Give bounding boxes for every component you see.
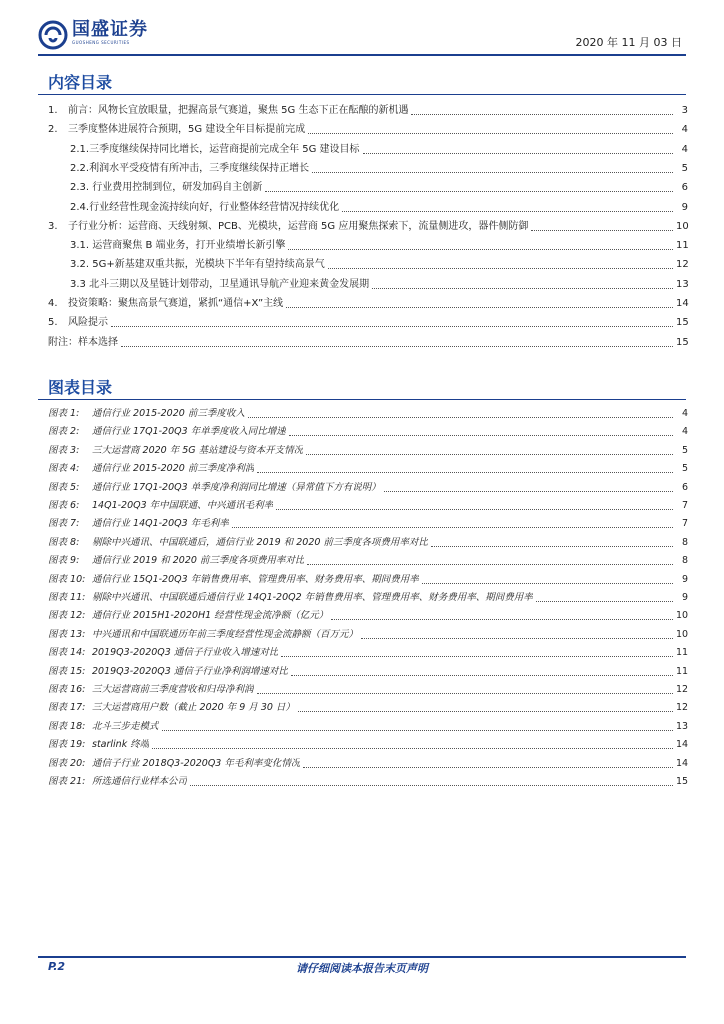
- toc-item[interactable]: [48, 256, 688, 272]
- toc-item-leader: [308, 133, 673, 134]
- figure-item-label: 图表 17:: [48, 702, 86, 714]
- figure-item-label: 图表 11:: [48, 592, 86, 603]
- figure-item[interactable]: [48, 497, 688, 513]
- toc-item[interactable]: [48, 102, 688, 118]
- toc-item[interactable]: [48, 141, 688, 157]
- brand-name-en: GUOSHENG SECURITIES: [72, 40, 130, 45]
- figure-item-text: 通信行业 2015H1-2020H1 经营性现金流净额（亿元）: [92, 610, 329, 622]
- figure-item-page: 7: [681, 518, 688, 530]
- figure-item[interactable]: [48, 681, 688, 697]
- figure-item[interactable]: [48, 718, 688, 734]
- figure-item-leader: [291, 675, 673, 676]
- toc-item-text: 3.1. 运营商聚焦 B 端业务，打开业绩增长新引擎: [70, 240, 286, 252]
- figure-item-leader: [257, 472, 673, 473]
- figure-item-leader: [536, 601, 673, 602]
- figure-item-page: 14: [676, 739, 689, 751]
- figure-item-label: 图表 4:: [48, 463, 80, 475]
- toc-item-text: 子行业分析：运营商、天线射频、PCB、光模块，运营商 5G 应用聚焦探索下，流量侧进攻，器件侧防御: [68, 220, 529, 232]
- figures-title-divider: [38, 399, 686, 400]
- figure-item-text: 通信子行业 2018Q3-2020Q3 年毛利率变化情况: [92, 757, 301, 769]
- figure-item[interactable]: [48, 571, 688, 587]
- figure-item-text: 通信行业 2015-2020 前三季度净利润: [92, 463, 255, 475]
- figure-item-label: 图表 5:: [48, 481, 80, 493]
- figure-item-page: 10: [676, 610, 689, 622]
- figure-item-page: 14: [676, 757, 689, 769]
- toc-title-divider: [38, 94, 686, 95]
- toc-item-leader: [372, 288, 673, 289]
- figure-item[interactable]: [48, 626, 688, 642]
- toc-item[interactable]: [48, 295, 688, 311]
- toc-item-leader: [121, 346, 673, 347]
- figure-item[interactable]: [48, 460, 688, 476]
- figure-item[interactable]: [48, 442, 688, 458]
- figure-item-label: 图表 18:: [48, 720, 86, 732]
- figure-item-text: 所选通信行业样本公司: [92, 776, 188, 787]
- figure-item-text: 北斗三步走模式: [92, 720, 159, 732]
- page-number: P.2: [48, 960, 66, 973]
- toc-item-number: 5.: [48, 317, 58, 329]
- toc-item[interactable]: [48, 121, 688, 137]
- figure-item-text: 通信行业 2019 和 2020 前三季度各项费用率对比: [92, 555, 305, 567]
- toc-item-text: 2.3. 行业费用控制到位，研发加码自主创新: [70, 182, 263, 194]
- toc-item[interactable]: [48, 334, 688, 350]
- figure-item-label: 图表 12:: [48, 610, 86, 622]
- figure-item-leader: [162, 730, 673, 731]
- figure-item-page: 11: [676, 665, 689, 677]
- toc-item-text: 前言：风物长宜放眼量，把握高景气赛道，聚焦 5G 生态下正在酝酿的新机遇: [68, 105, 409, 116]
- figure-item-text: 通信行业 14Q1-20Q3 年毛利率: [92, 518, 229, 530]
- figure-item-leader: [257, 693, 673, 694]
- figure-item-label: 图表 9:: [48, 555, 80, 567]
- figure-item-text: 通信行业 2015-2020 前三季度收入: [92, 408, 245, 419]
- figure-item-label: 图表 19:: [48, 739, 86, 751]
- toc-item-page: 9: [681, 201, 688, 213]
- figure-item-page: 10: [676, 628, 689, 640]
- figure-item-leader: [190, 785, 673, 786]
- toc-item-number: 1.: [48, 105, 58, 116]
- toc-item-text: 3.2. 5G+新基建双重共振，光模块下半年有望持续高景气: [70, 259, 325, 271]
- toc-item-page: 3: [681, 105, 688, 116]
- toc-item-leader: [111, 326, 673, 327]
- figure-item[interactable]: [48, 405, 688, 421]
- figure-item[interactable]: [48, 644, 688, 660]
- toc-title: 内容目录: [48, 73, 113, 92]
- figure-item-leader: [422, 583, 673, 584]
- toc-item-page: 6: [681, 182, 688, 194]
- brand-logo: [38, 20, 148, 50]
- figure-item-label: 图表 14:: [48, 647, 86, 659]
- figure-item-page: 8: [681, 555, 688, 567]
- figure-item[interactable]: [48, 479, 688, 495]
- toc-item[interactable]: [48, 218, 688, 234]
- toc-item-page: 12: [676, 259, 689, 271]
- figure-item[interactable]: [48, 515, 688, 531]
- toc-item-page: 10: [676, 220, 689, 232]
- figure-item-leader: [306, 454, 673, 455]
- figure-item-label: 图表 6:: [48, 500, 80, 511]
- figure-item-label: 图表 16:: [48, 684, 86, 695]
- toc-item-leader: [411, 114, 673, 115]
- figure-item-page: 9: [681, 573, 688, 585]
- figure-item[interactable]: [48, 755, 688, 771]
- figure-item-leader: [281, 656, 673, 657]
- figure-item-text: 剔除中兴通讯、中国联通后通信行业 14Q1-20Q2 年销售费用率、管理费用率、财务费用率、期间费用率: [92, 592, 533, 603]
- figure-item-leader: [232, 527, 673, 528]
- report-date: 2020 年 11 月 03 日: [575, 36, 682, 49]
- toc-item-page: 4: [681, 143, 688, 155]
- figure-item-leader: [361, 638, 673, 639]
- figure-item-text: 2019Q3-2020Q3 通信子行业净利润增速对比: [92, 665, 288, 677]
- figure-item-text: 三大运营商 2020 年 5G 基站建设与资本开支情况: [92, 444, 304, 456]
- toc-item-number: 3.: [48, 220, 58, 232]
- toc-item-text: 2.2.利润水平受疫情有所冲击，三季度继续保持正增长: [70, 162, 310, 174]
- figure-item-text: 剔除中兴通讯、中国联通后，通信行业 2019 和 2020 前三季度各项费用率对比: [92, 536, 428, 548]
- toc-item-leader: [342, 211, 673, 212]
- figure-item-text: 三大运营商前三季度营收和归母净利润: [92, 684, 254, 695]
- toc-item[interactable]: [48, 179, 688, 195]
- figure-item-page: 5: [681, 444, 688, 456]
- figure-item-page: 13: [676, 720, 689, 732]
- figure-item-label: 图表 13:: [48, 628, 86, 640]
- toc-item-page: 13: [676, 278, 689, 290]
- figure-item-text: 通信行业 15Q1-20Q3 年销售费用率、管理费用率、财务费用率、期间费用率: [92, 573, 419, 585]
- toc-item-page: 5: [681, 162, 688, 174]
- figure-item-label: 图表 21:: [48, 776, 86, 787]
- figure-item-page: 4: [681, 426, 688, 438]
- figure-item[interactable]: [48, 534, 688, 550]
- figure-item[interactable]: [48, 552, 688, 568]
- toc-item-text: 2.4.行业经营性现金流持续向好，行业整体经营情况持续优化: [70, 201, 340, 213]
- toc-item-text: 风险提示: [68, 317, 108, 329]
- figure-item-label: 图表 3:: [48, 444, 80, 456]
- figure-item-leader: [331, 619, 673, 620]
- toc-item-leader: [265, 191, 673, 192]
- figure-item-page: 8: [681, 536, 688, 548]
- figure-item[interactable]: [48, 589, 688, 605]
- figure-item-label: 图表 1:: [48, 408, 80, 419]
- toc-item-text: 2.1.三季度继续保持同比增长，运营商提前完成全年 5G 建设目标: [70, 143, 360, 155]
- figure-item-text: 通信行业 17Q1-20Q3 年单季度收入同比增速: [92, 426, 286, 438]
- toc-item[interactable]: [48, 199, 688, 215]
- toc-item-text: 3.3 北斗三期以及星链计划带动，卫星通讯导航产业迎来黄金发展期: [70, 278, 370, 290]
- figure-item-text: starlink 终端: [92, 739, 150, 751]
- figure-item-text: 2019Q3-2020Q3 通信子行业收入增速对比: [92, 647, 279, 659]
- brand-name: 国盛证券: [72, 19, 148, 40]
- figure-item-page: 15: [676, 776, 689, 787]
- figure-item-label: 图表 8:: [48, 536, 80, 548]
- toc-item[interactable]: [48, 160, 688, 176]
- toc-item-text: 三季度整体进展符合预期，5G 建设全年目标提前完成: [68, 124, 306, 136]
- toc-item-page: 14: [676, 298, 689, 309]
- figure-item-leader: [289, 435, 673, 436]
- page-header: [38, 18, 686, 52]
- toc-item[interactable]: [48, 237, 688, 253]
- figure-item[interactable]: [48, 423, 688, 439]
- figure-item-leader: [384, 491, 673, 492]
- figure-item-leader: [276, 509, 673, 510]
- figure-item-text: 通信行业 17Q1-20Q3 单季度净利润同比增速（异常值下方有说明）: [92, 481, 381, 493]
- figure-item-label: 图表 2:: [48, 426, 80, 438]
- figure-item-text: 三大运营商用户数（截止 2020 年 9 月 30 日）: [92, 702, 295, 714]
- figure-item-page: 12: [676, 702, 689, 714]
- brand-logo-icon: [38, 20, 68, 50]
- toc-item-leader: [531, 230, 673, 231]
- toc-item-page: 15: [676, 317, 689, 329]
- toc-item-leader: [312, 172, 673, 173]
- header-divider: [38, 54, 686, 56]
- toc-item-page: 4: [681, 124, 688, 136]
- figure-item-page: 6: [681, 481, 688, 493]
- toc-item-text: 投资策略：聚焦高景气赛道，紧抓“通信+X”主线: [68, 298, 284, 309]
- figure-item-label: 图表 7:: [48, 518, 80, 530]
- figure-item-text: 中兴通讯和中国联通历年前三季度经营性现金流静额（百万元）: [92, 628, 359, 640]
- toc-item-number: 2.: [48, 124, 58, 136]
- figure-item-label: 图表 20:: [48, 757, 86, 769]
- figure-item[interactable]: [48, 663, 688, 679]
- figure-item-page: 11: [676, 647, 689, 659]
- disclaimer-notice: 请仔细阅读本报告末页声明: [296, 962, 428, 975]
- toc-item-leader: [328, 268, 673, 269]
- figure-item[interactable]: [48, 736, 688, 752]
- figure-item-page: 4: [681, 408, 688, 419]
- figure-item[interactable]: [48, 699, 688, 715]
- toc-item-text: 附注：样本选择: [48, 336, 118, 348]
- figure-item-leader: [431, 546, 673, 547]
- figure-item[interactable]: [48, 607, 688, 623]
- figure-item-label: 图表 10:: [48, 573, 86, 585]
- toc-item-page: 11: [676, 240, 689, 252]
- figure-item-page: 5: [681, 463, 688, 475]
- figure-item-leader: [248, 417, 673, 418]
- toc-item-leader: [288, 249, 673, 250]
- toc-item-leader: [286, 307, 673, 308]
- toc-item[interactable]: [48, 314, 688, 330]
- toc-item-page: 15: [676, 336, 689, 348]
- figure-item-leader: [303, 767, 673, 768]
- figure-item-page: 7: [681, 500, 688, 511]
- figure-item-leader: [298, 711, 673, 712]
- figure-item-label: 图表 15:: [48, 665, 86, 677]
- figure-item-text: 14Q1-20Q3 年中国联通、中兴通讯毛利率: [92, 500, 274, 511]
- figure-item-page: 9: [681, 592, 688, 603]
- toc-item[interactable]: [48, 276, 688, 292]
- toc-item-leader: [363, 153, 673, 154]
- figures-title: 图表目录: [48, 378, 113, 397]
- figure-item-leader: [152, 748, 673, 749]
- figure-item-page: 12: [676, 684, 689, 695]
- toc-item-number: 4.: [48, 298, 58, 309]
- figure-item-leader: [307, 564, 673, 565]
- figure-item[interactable]: [48, 773, 688, 789]
- footer-divider: [38, 956, 686, 958]
